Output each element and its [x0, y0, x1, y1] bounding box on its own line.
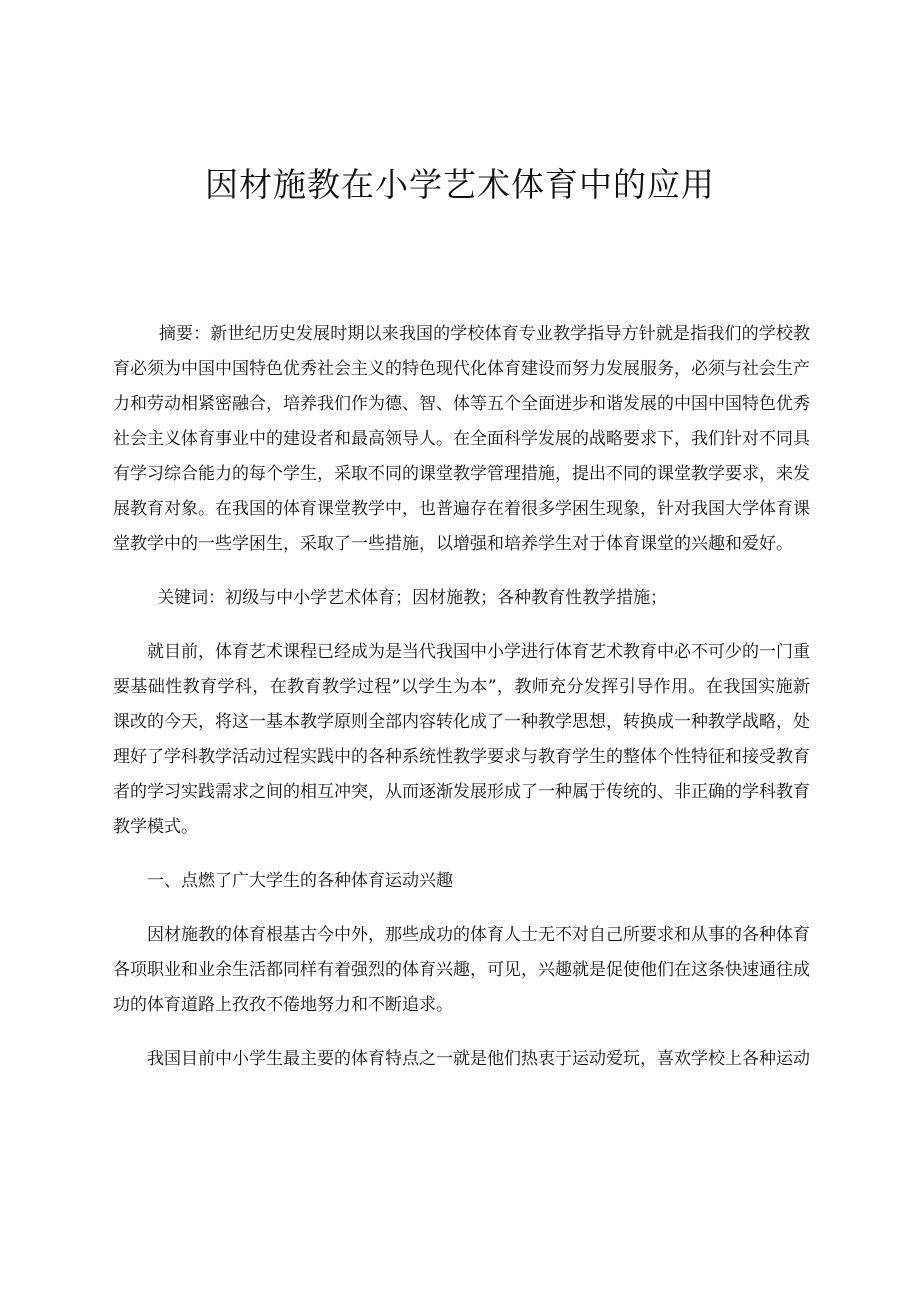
- document-title: 因材施教在小学艺术体育中的应用: [205, 165, 715, 204]
- intro-paragraph: 就目前，体育艺术课程已经成为是当代我国中小学进行体育艺术教育中必不可少的一门重要基础性教育学科，在教育教学过程”以学生为本”，教师充分发挥引导作用。在我国实施新课改的今天，将这一基本教学原则全部内容转化成了一种教学思想，转换成一种教学战略，处理好了学科教学活动过程实践中的各种系统性教学要求与教育学生的整体个性特征和接受教育者的学习实践需求之间的相互冲突，从而逐渐发展形成了一种属于传统的、非正确的学科教育教学模式。: [113, 642, 810, 837]
- body-paragraph-truncated: 我国目前中小学生最主要的体育特点之一就是他们热衷于运动爱玩，喜欢学校上各种运动: [147, 1049, 810, 1069]
- keywords-paragraph: 关键词：初级与中小学艺术体育；因材施教；各种教育性教学措施；: [157, 588, 668, 608]
- document-body: [113, 317, 810, 1077]
- body-paragraph: 因材施教的体育根基古今中外，那些成功的体育人士无不对自己所要求和从事的各种体育各项职业和业余生活都同样有着强烈的体育兴趣，可见，兴趣就是促使他们在这条快速通往成功的体育道路上孜孜不倦地努力和不断追求。: [113, 925, 810, 1015]
- section-heading: 一、点燃了广大学生的各种体育运动兴趣: [147, 871, 453, 891]
- abstract-paragraph: 摘要：新世纪历史发展时期以来我国的学校体育专业教学指导方针就是指我们的学校教育必须为中国中国特色优秀社会主义的特色现代化体育建设而努力发展服务，必须与社会生产力和劳动相紧密融合，培养我们作为德、智、体等五个全面进步和谐发展的中国中国特色优秀社会主义体育事业中的建设者和最高领导人。在全面科学发展的战略要求下，我们针对不同具有学习综合能力的每个学生，采取不同的课堂教学管理措施，提出不同的课堂教学要求，来发展教育对象。在我国的体育课堂教学中，也普遍存在着很多学困生现象，针对我国大学体育课堂教学中的一些学困生，采取了一些措施，以增强和培养学生对于体育课堂的兴趣和爱好。: [113, 324, 810, 554]
